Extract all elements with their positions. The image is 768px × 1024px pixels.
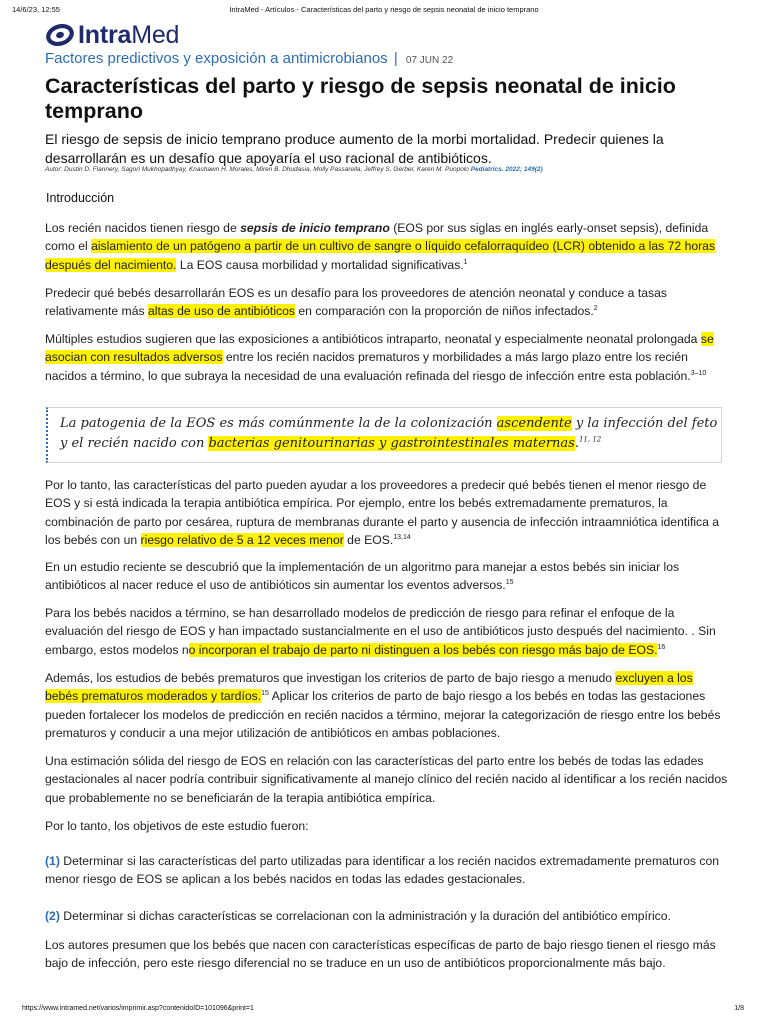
objective-number: (2)	[45, 909, 60, 923]
objective-number: (1)	[45, 854, 60, 868]
highlight: riesgo relativo de 5 a 12 veces menor	[140, 532, 344, 547]
pull-quote-text: La patogenia de la EOS es más comúnmente la de la colonización ascendente y la infección del feto y el recién nacido con bacterias genitourinarias y gastrointestinales maternas.$^{11, 12}$	[60, 416, 718, 451]
print-url: https://www.intramed.net/varios/imprimir.asp?contenidoID=101096&print=1	[22, 1005, 254, 1012]
highlight: aislamiento de un patógeno a partir de un cultivo de sangre o líquido cefalorraquídeo (LCR) obtenido a las 72 horas después del nacimiento.	[45, 239, 716, 272]
paragraph-1: Los recién nacidos tienen riesgo de sepsis de inicio temprano (EOS por sus siglas en inglés early-onset sepsis), definida como el aislamiento de un patógeno a partir de un cultivo de sangre o líquido cefalorraquídeo (LCR) obtenido a las 72 horas después del nacimiento. La EOS causa morbilidad y mortalidad significativas.$^1$	[45, 221, 716, 272]
print-footer	[0, 1005, 768, 1019]
author-list: Autor: Dustin D. Flannery, Sagori Mukhopadhyay, Knashawn H. Morales, Miren B. Dhudasia, Molly Passarella, Jeffrey S. Gerber, Karen M. Puopolo	[45, 166, 469, 173]
print-page-title: IntraMed - Artículos - Características del parto y riesgo de sepsis neonatal de inicio temprano	[229, 5, 539, 14]
kicker-separator: |	[393, 50, 398, 67]
paragraph-7: Además, los estudios de bebés prematuros que investigan los criterios de parto de bajo riesgo a menudo excluyen a los bebés prematuros moderados y tardíos.$^{15}$ Aplicar los criterios de parto de bajo riesgo a los bebés en todas las gestaciones pueden fortalecer los modelos de predicción en recién nacidos a término, mejorar la categorización de riesgo entre los bebés prematuros y conducir a una mejor utilización de antibióticos en ambas poblaciones.	[45, 671, 721, 740]
highlight: o incorporan el trabajo de parto ni distinguen a los bebés con riesgo más bajo de EOS.	[188, 642, 658, 657]
article-lead: El riesgo de sepsis de inicio temprano produce aumento de la morbi mortalidad. Predecir quienes la desarrollarán es un desafío que apoyaría el uso racional de antibióticos.	[45, 131, 664, 166]
highlight: ascendente	[496, 416, 572, 431]
highlight: bacterias genitourinarias y gastrointestinales maternas	[208, 436, 575, 451]
publish-date: 07 JUN 22	[405, 55, 454, 66]
objective-2: (2) Determinar si dichas características se correlacionan con la administración y la duración del antibiótico empírico.	[45, 909, 671, 923]
category-link[interactable]: Factores predictivos y exposición a antimicrobianos	[45, 50, 388, 67]
article-authors	[45, 166, 745, 173]
logo-text: IntraMed	[78, 21, 180, 49]
paragraph-4: Por lo tanto, las características del parto pueden ayudar a los proveedores a predecir qué bebés tienen el menor riesgo de EOS y si está indicada la terapia antibiótica empírica. Por ejemplo, entre los bebés extremadamente prematuros, la combinación de parto por cesárea, ruptura de membranas durante el parto y ausencia de infección intraamniótica identifica a los bebés con un riesgo relativo de 5 a 12 veces menor de EOS.$^{13,14}$	[45, 478, 720, 547]
print-page-number: 1/8	[734, 1005, 744, 1012]
paragraph-3: Múltiples estudios sugieren que las exposiciones a antibióticos intraparto, neonatal y especialmente neonatal prolongada se asocian con resultados adversos entre los recién nacidos prematuros y morbilidades a más largo plazo entre los recién nacidos a término, lo que subraya la necesidad de una evaluación refinada del riesgo de infección entre esta población.$^{3-10}$	[45, 332, 714, 383]
paragraph-6: Para los bebés nacidos a término, se han desarrollado modelos de predicción de riesgo para refinar el enfoque de la evaluación del riesgo de EOS y han impactado sustancialmente en el uso de antibióticos justo después del nacimiento. . Sin embargo, estos modelos no incorporan el trabajo de parto ni distinguen a los bebés con riesgo más bajo de EOS.$^{16}$	[45, 606, 716, 657]
article-title: Características del parto y riesgo de sepsis neonatal de inicio temprano	[45, 74, 676, 123]
highlight: se asocian con resultados adversos	[45, 332, 714, 365]
section-heading: Introducción	[46, 191, 115, 205]
highlight: excluyen a los bebés prematuros moderados y tardíos.	[45, 671, 693, 704]
print-header	[0, 0, 768, 20]
paragraph-2: Predecir qué bebés desarrollarán EOS es un desafío para los proveedores de atención neonatal y conduce a tasas relativamente más altas de uso de antibióticos en comparación con la proporción de niños infectados.$^2$	[45, 286, 667, 319]
print-date: 14/6/23, 12:55	[12, 5, 60, 14]
paragraph-10: Los autores presumen que los bebés que nacen con características específicas de parto de bajo riesgo tienen el riesgo más bajo de infección, pero este riesgo diferencial no se traduce en un uso de antibióticos proporcionalmente más bajo.	[45, 938, 716, 971]
highlight: altas de uso de antibióticos	[147, 304, 295, 319]
pull-quote	[46, 407, 722, 463]
paragraph-9: Por lo tanto, los objetivos de este estudio fueron:	[45, 819, 309, 833]
paragraph-5: En un estudio reciente se descubrió que la implementación de un algoritmo para manejar a estos bebés sin iniciar los antibióticos al nacer reduce el uso de antibióticos sin aumentar los eventos adversos.$^{15}$	[45, 560, 680, 593]
intramed-logo-icon	[45, 24, 75, 46]
objective-1: (1) Determinar si las características del parto utilizadas para identificar a los recién nacidos extremadamente prematuros con menor riesgo de EOS se aplican a los bebés nacidos en todas las edades gestacionales.	[45, 854, 720, 887]
intramed-logo[interactable]	[45, 21, 179, 49]
article-kicker	[45, 50, 453, 67]
journal-link[interactable]: Pediatrics. 2022; 149(2)	[470, 166, 543, 173]
paragraph-8: Una estimación sólida del riesgo de EOS en relación con las características del parto entre los bebés de todas las edades gestacionales al nacer podría contribuir significativamente al manejo clínico del recién nacido al identificar a los recién nacidos que probablemente no se beneficiarán de la terapia antibiótica empírica.	[45, 754, 728, 805]
